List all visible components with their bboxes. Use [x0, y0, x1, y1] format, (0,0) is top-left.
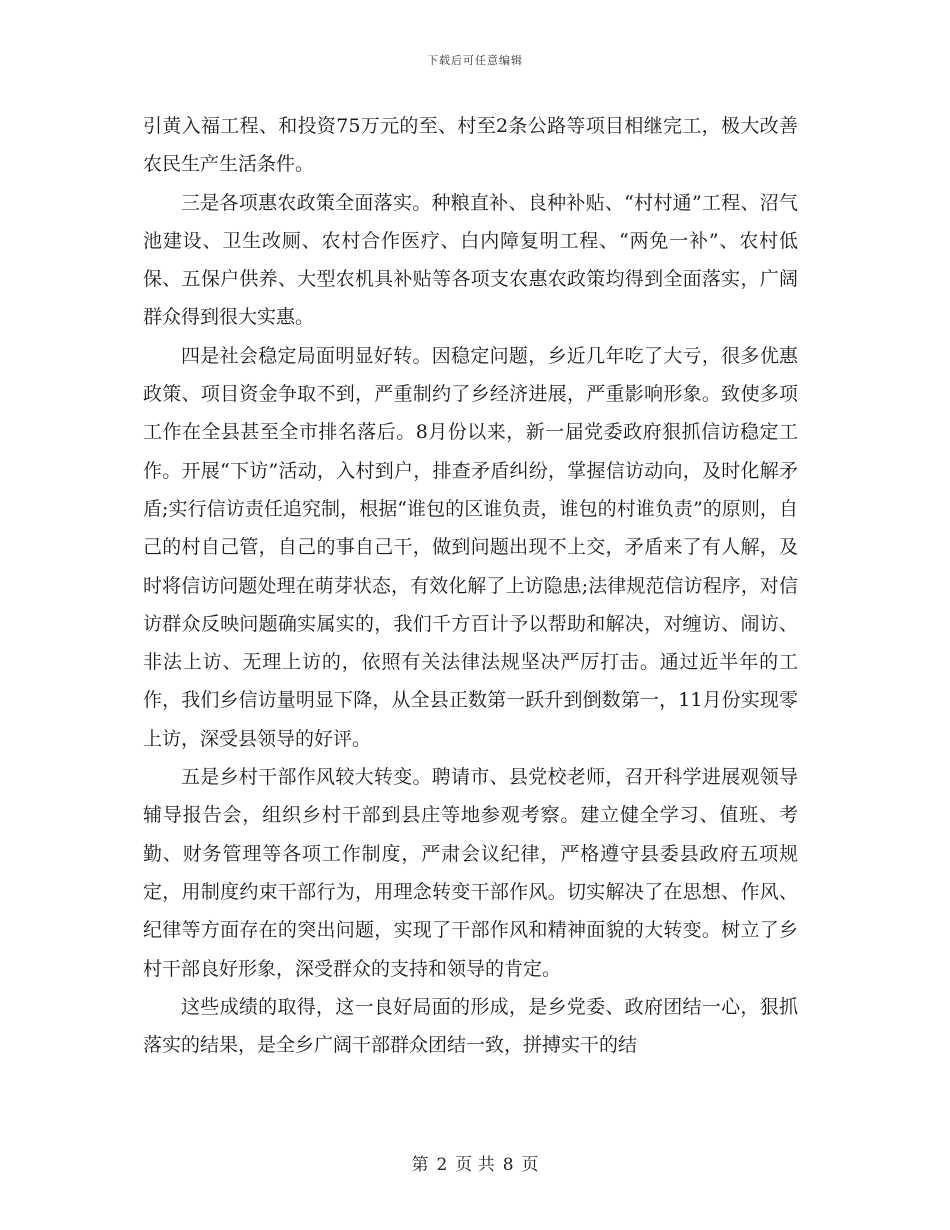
paragraph-conclusion: 这些成绩的取得，这一良好局面的形成，是乡党委、政府团结一心，狠抓落实的结果，是全乡广阔干部群众团结一致，拼搏实干的结	[143, 995, 798, 1057]
paragraph-cadre-style: 五是乡村干部作风较大转变。聘请市、县党校老师，召开科学进展观领导辅导报告会，组织乡村干部到县庄等地参观考察。建立健全学习、值班、考勤、财务管理等各项工作制度，严肃会议纪律，严格遵守县委县政府五项规定，用制度约束干部行为，用理念转变干部作风。切实解决了在思想、作风、纪律等方面存在的突出问题，实现了干部作风和精神面貌的大转变。树立了乡村干部良好形象，深受群众的支持和领导的肯定。	[143, 766, 798, 980]
header-note: 下载后可任意编辑	[427, 54, 523, 67]
current-page-number: 2	[436, 1155, 448, 1175]
page-header	[0, 52, 950, 68]
page-footer	[0, 1150, 950, 1175]
footer-middle: 页 共	[455, 1155, 495, 1175]
paragraph-continuation: 引黄入福工程、和投资75万元的至、村至2条公路等项目相继完工，极大改善农民生产生活条件。	[143, 115, 798, 176]
paragraph-stability: 四是社会稳定局面明显好转。因稳定问题，乡近几年吃了大亏，很多优惠政策、项目资金争取不到，严重制约了乡经济进展，严重影响形象。致使多项工作在全县甚至全市排名落后。8月份以来，新一届党委政府狠抓信访稳定工作。开展“下访”活动，入村到户，排查矛盾纠纷，掌握信访动向，及时化解矛盾;实行信访责任追究制，根据“谁包的区谁负责，谁包的村谁负责”的原则，自己的村自己管，自己的事自己干，做到问题出现不上交，矛盾来了有人解，及时将信访问题处理在萌芽状态，有效化解了上访隐患;法律规范信访程序，对信访群众反映问题确实属实的，我们千方百计予以帮助和解决，对缠访、闹访、非法上访、无理上访的，依照有关法律法规坚决严厉打击。通过近半年的工作，我们乡信访量明显下降，从全县正数第一跃升到倒数第一，11月份实现零上访，深受县领导的好评。	[143, 344, 798, 750]
document-body	[143, 107, 798, 1064]
paragraph-policies: 三是各项惠农政策全面落实。种粮直补、良种补贴、“村村通”工程、沼气池建设、卫生改厕、农村合作医疗、白内障复明工程、“两免一补”、农村低保、五保户供养、大型农机具补贴等各项支农惠农政策均得到全面落实，广阔群众得到很大实惠。	[143, 191, 798, 329]
footer-suffix: 页	[521, 1155, 539, 1175]
footer-prefix: 第	[411, 1155, 429, 1175]
total-pages-number: 8	[502, 1155, 514, 1175]
